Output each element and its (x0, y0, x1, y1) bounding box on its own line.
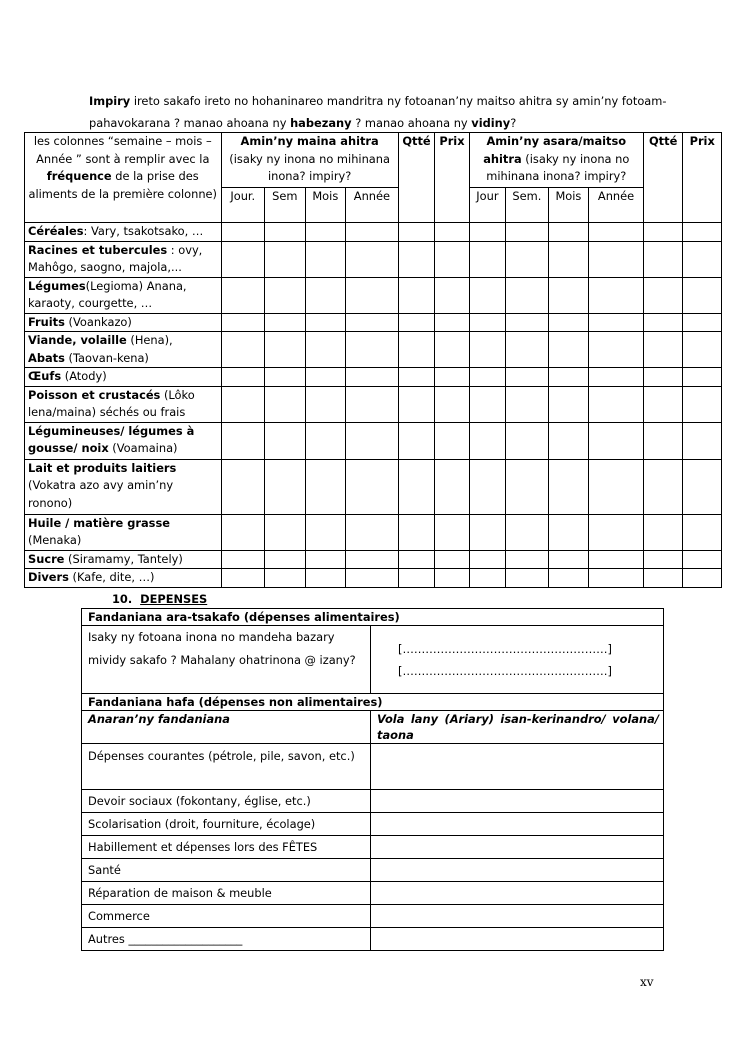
food-label: Fruits (Voankazo) (25, 313, 222, 332)
table-row (82, 905, 664, 928)
freq-day-1: Jour. (221, 188, 265, 223)
table-row (82, 859, 664, 882)
food-label: Racines et tubercules : ovy, Mahôgo, saogno, majola,... (25, 241, 222, 277)
food-expenses-header: Fandaniana ara-tsakafo (dépenses alimentaires) (82, 609, 664, 626)
freq-month-1: Mois (305, 188, 346, 223)
table-row (82, 882, 664, 905)
section-title-depenses: 10. DEPENSES (112, 592, 208, 606)
freq-week-2: Sem. (506, 188, 549, 223)
food-frequency-table (24, 132, 722, 588)
expense-item-label: Autres ____________________ (82, 928, 371, 951)
food-label: Lait et produits laitiers (Vokatra azo avy amin’ny ronono) (25, 459, 222, 514)
table-row (25, 514, 722, 550)
table-row (82, 836, 664, 859)
table-row (25, 277, 722, 313)
expense-item-label: Santé (82, 859, 371, 882)
expense-name-header: Anaran’ny fandaniana (82, 711, 371, 744)
price-header-1: Prix (435, 133, 469, 223)
blank-line-1[interactable]: [………………………………………………] (398, 641, 612, 656)
table-row (82, 928, 664, 951)
nonfood-expenses-header: Fandaniana hafa (dépenses non alimentaires) (82, 694, 664, 711)
dry-season-header: Amin’ny maina ahitra (isaky ny inona no mihinana inona? impiry? (221, 133, 398, 188)
table-row (25, 569, 722, 588)
freq-year-2: Année (589, 188, 644, 223)
table-row (25, 223, 722, 242)
expense-item-amount[interactable] (371, 905, 664, 928)
expenses-column-header-row (82, 711, 664, 744)
qty-header-2: Qtté (643, 133, 683, 223)
expense-amount-header: Vola lany (Ariary) isan-kerinandro/ volana/ taona (371, 711, 664, 744)
nonfood-expenses-header-row (82, 694, 664, 711)
freq-week-1: Sem (265, 188, 306, 223)
table-row (25, 332, 722, 368)
expense-item-label: Commerce (82, 905, 371, 928)
food-table-header-row (25, 133, 722, 188)
food-label: Œufs (Atody) (25, 368, 222, 387)
expense-item-label: Scolarisation (droit, fourniture, écolage) (82, 813, 371, 836)
table-row (82, 813, 664, 836)
expense-item-amount[interactable] (371, 744, 664, 790)
freq-day-2: Jour (469, 188, 505, 223)
food-label: Divers (Kafe, dite, …) (25, 569, 222, 588)
expense-item-amount[interactable] (371, 882, 664, 905)
food-expenses-question: Isaky ny fotoana inona no mandeha bazary mividy sakafo ? Mahalany ohatrinona @ izany? (82, 626, 371, 694)
table-row (25, 241, 722, 277)
freq-year-1: Année (346, 188, 399, 223)
qty-header-1: Qtté (398, 133, 434, 223)
food-label: Légumes(Legioma) Anana, karaoty, courgette, … (25, 277, 222, 313)
table-row (25, 422, 722, 459)
expense-item-label: Dépenses courantes (pétrole, pile, savon, etc.) (82, 744, 371, 790)
expense-item-label: Devoir sociaux (fokontany, église, etc.) (82, 790, 371, 813)
food-label: Huile / matière grasse (Menaka) (25, 514, 222, 550)
price-header-2: Prix (683, 133, 722, 223)
food-expenses-row (82, 626, 664, 694)
table-row (25, 459, 722, 514)
food-label: Viande, volaille (Hena), Abats (Taovan-kena) (25, 332, 222, 368)
blank-line-2[interactable]: [………………………………………………] (398, 663, 612, 678)
expense-item-amount[interactable] (371, 813, 664, 836)
freq-month-2: Mois (548, 188, 589, 223)
food-expenses-header-row (82, 609, 664, 626)
expense-item-label: Habillement et dépenses lors des FÊTES (82, 836, 371, 859)
food-label: Poisson et crustacés (Lôko lena/maina) séchés ou frais (25, 386, 222, 422)
expenses-table (81, 608, 664, 951)
green-season-header: Amin’ny asara/maitso ahitra (isaky ny inona no mihinana inona? impiry? (469, 133, 643, 188)
food-label: Sucre (Siramamy, Tantely) (25, 550, 222, 569)
first-column-header: les colonnes “semaine – mois – Année ” sont à remplir avec la fréquence de la prise des aliments de la première colonne) (25, 133, 222, 223)
table-row (25, 313, 722, 332)
expense-item-amount[interactable] (371, 836, 664, 859)
table-row (25, 368, 722, 387)
table-row (25, 386, 722, 422)
table-row (82, 790, 664, 813)
food-label: Céréales: Vary, tsakotsako, … (25, 223, 222, 242)
intro-question: Impiry ireto sakafo ireto no hohaninareo mandritra ny fotoanan’ny maitso ahitra sy amin’ny fotoam-pahavokarana ? manao ahoana ny habezany ? manao ahoana ny vidiny? (89, 94, 667, 130)
expense-item-amount[interactable] (371, 928, 664, 951)
food-expenses-answer[interactable] (371, 626, 664, 694)
table-row (25, 550, 722, 569)
expense-item-amount[interactable] (371, 790, 664, 813)
page-number: xv (640, 975, 654, 989)
expense-item-amount[interactable] (371, 859, 664, 882)
food-label: Légumineuses/ légumes à gousse/ noix (Voamaina) (25, 422, 222, 459)
table-row (82, 744, 664, 790)
expense-item-label: Réparation de maison & meuble (82, 882, 371, 905)
